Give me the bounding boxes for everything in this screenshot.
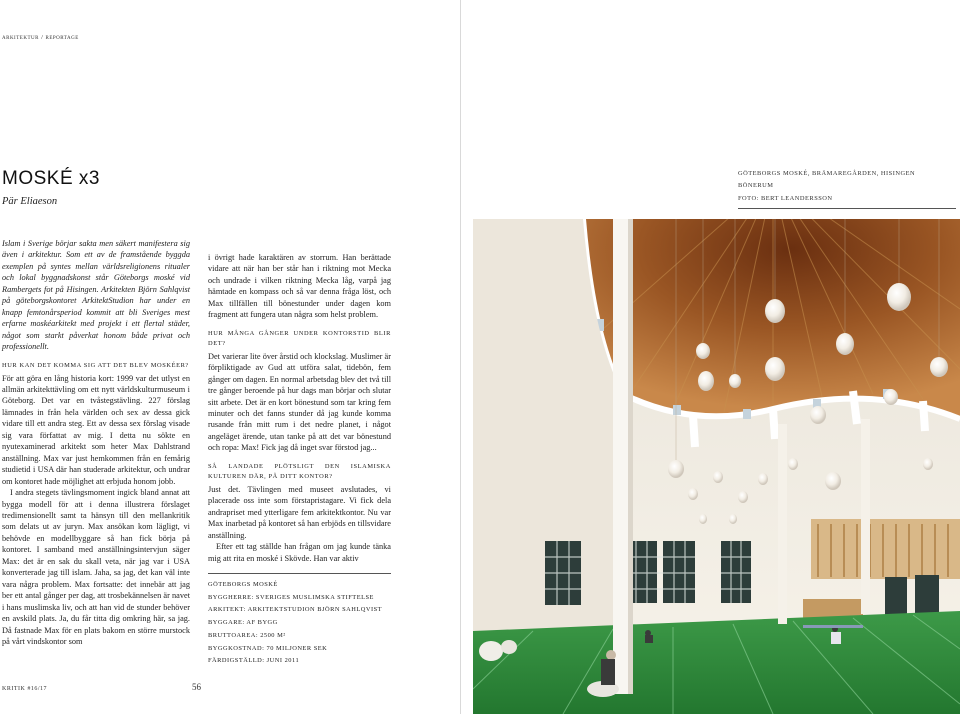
interview-question: HUR KAN DET KOMMA SIG ATT DET BLEV MOSKÉER? — [2, 361, 189, 369]
section-label: arkitektur / reportage — [2, 34, 79, 41]
article-author: Pär Eliaeson — [2, 196, 58, 207]
fact-line: BYGGHERRE: SVERIGES MUSLIMSKA STIFTELSE — [208, 593, 374, 601]
page-number: 56 — [192, 682, 201, 692]
spread-gutter — [460, 0, 461, 714]
mosque-prayer-hall-photo — [473, 219, 960, 714]
caption-line: BÖNERUM — [738, 182, 774, 190]
body-paragraph: Efter ett tag ställde han frågan om jag kunde tänka mig att rita en moské i Skövde. Han var aktiv — [208, 542, 391, 563]
article-title: MOSKÉ x3 — [2, 168, 100, 189]
text-column-left — [2, 238, 190, 647]
fact-line: ARKITEKT: ARKITEKTSTUDION BJÖRN SAHLQVIST — [208, 606, 383, 614]
body-paragraph: Det varierar lite över årstid och klockslag. Muslimer är förpliktigade av Gud att utföra salat, tidebön, fem gånger om dagen. En normal arbetsdag blev det två till tre gånger beroende på hur dags man börjar och slutar sitt arbete. Det är en kort bönestund som tar kring fem minuter och det fanns stunder då jag kunde komma rusande från mitt rum i det nedre planet, i något angeläget ärende, utan tanke på att det var bönestund och ropa: Max! Fick jag då inget svar förstod jag... — [208, 351, 391, 453]
fact-line: GÖTEBORGS MOSKÉ — [208, 581, 278, 588]
fact-line: FÄRDIGSTÄLLD: JUNI 2011 — [208, 657, 300, 665]
body-paragraph: Just det. Tävlingen med museet avslutades, vi placerade oss inte som förstapristagare. Vi fick dela andrapriset med ytterligare fem arkitektkontor. Nu var Max inarbetad på kontoret så han erbjöds en tillsvidare anställning. — [208, 484, 391, 540]
body-paragraph: För att göra en lång historia kort: 1999 var det utlyst en allmän arkitekttävling om ett nytt världskulturmuseum i Göteborg. Det var en tvåstegstävling. 227 förslag lämnades in från hela världen och sex av dessa gick vidare till ett andra steg. Ett av dessa sex förslag visade sig vara författat av mig. I detta nu sökte en nyutexaminerad arkitekt som heter Max Dahlstrand anställning. Max var just hemkommen från en femårig studietid i USA där han studerade arkitektur, och undrar om kontoret hade möjlighet att erbjuda honom jobb. — [2, 373, 190, 486]
photo-caption — [738, 168, 958, 209]
fact-line: BYGGARE: AF BYGG — [208, 619, 278, 627]
body-paragraph: I andra stegets tävlingsmoment ingick bland annat att bygga modell för att i denna illustrera förslaget tredimensionellt samt ta hänsyn till den mellankritik som delats ut av juryn. Max ansökan kom lägligt, vi behövde en modellbyggare så han fick börja på kontoret. I samband med anställningsintervjun säger Max: det är en sak du skall veta, när jag var i USA konverterade jag till islam. Jaha, sa jag, det kan väl inte vara några problem. Max fortsatte: det innebär att jag ber ett antal gånger per dag, att trosbekännelsen är navet i hans muslimska liv, och att han vid de stunder behöver en avskild plats. Ja, du får titta dig omkring här, sa jag. Då fastnade Max för en plats bakom en större murstock på vårt vindskontor som — [2, 488, 190, 646]
caption-rule — [738, 208, 956, 209]
caption-line: FOTO: BERT LEANDERSSON — [738, 194, 833, 202]
caption-line: GÖTEBORGS MOSKÉ, BRÄMAREGÅRDEN, HISINGEN — [738, 170, 916, 177]
interview-question: HUR MÅNGA GÅNGER UNDER KONTORSTID BLIR DET? — [208, 329, 391, 347]
ingress: Islam i Sverige börjar sakta men säkert manifestera sig även i arkitektur. Som ett av de framstående byggda exemplen på syntes mellan världsreligionens ritualer och lokal byggnadskonst står Göteborgs moské vid Rambergets fot på Hisingen. Arkitekten Björn Sahlqvist på göteborgskontoret ArkitektStudion har under en knapp femtonårsperiod kommit att bli Sveriges mest erfarne moskéarkitekt med projekt i ett flertal städer, något som starkt påverkat honom både privat och professionellt. — [2, 239, 190, 352]
fact-line: BYGGKOSTNAD: 70 MILJONER SEK — [208, 644, 328, 652]
interview-question: SÅ LANDADE PLÖTSLIGT DEN ISLAMISKA KULTUREN DÄR, PÅ DITT KONTOR? — [208, 462, 391, 480]
text-column-middle — [208, 252, 391, 564]
fact-box — [208, 573, 391, 668]
fact-line: BRUTTOAREA: 2500 M² — [208, 631, 286, 639]
folio-label: KRITIK #16/17 — [2, 686, 47, 692]
body-paragraph: i övrigt hade karaktären av storrum. Han berättade vidare att när han ber står han i riktning mot Mecka och undrade i vilken riktning Mecka låg, varpå jag hämtade en kompass och så var denna fråga löst, och Max tillfällen till bönestunder under dagen kom fragment att fungera utan några som helst problem. — [208, 253, 391, 320]
